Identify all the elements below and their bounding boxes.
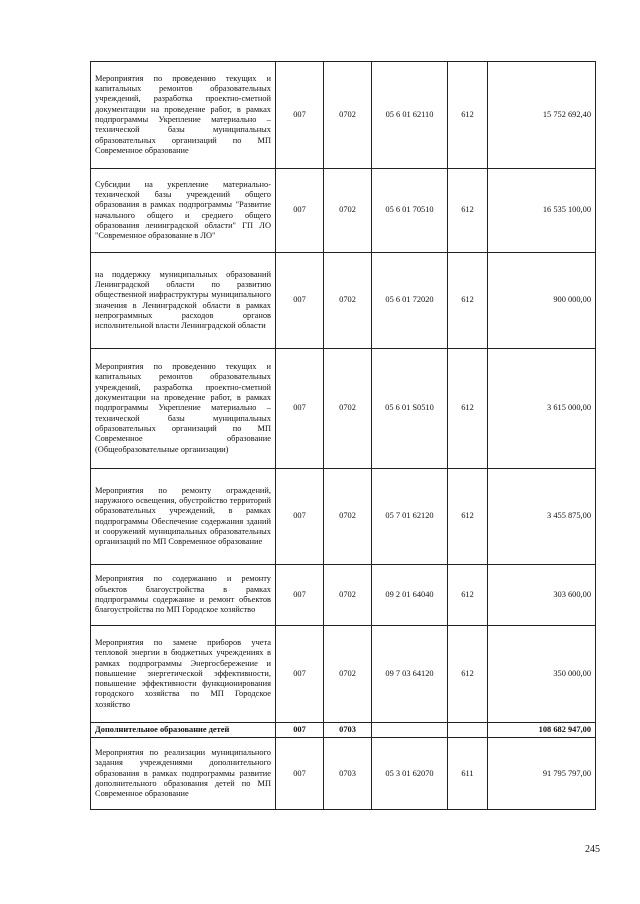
- row-sum: 350 000,00: [488, 626, 596, 723]
- row-sum: 108 682 947,00: [488, 723, 596, 738]
- table-row: [91, 169, 596, 253]
- row-sum: 91 795 797,00: [488, 738, 596, 810]
- row-ved: 007: [276, 349, 324, 469]
- row-ved: 007: [276, 253, 324, 349]
- row-rzpr: 0702: [324, 253, 372, 349]
- row-name: Мероприятия по содержанию и ремонту объектов благоустройства в рамках подпрограммы содержание и ремонт объектов благоустройства по МП Городское хозяйство: [91, 565, 276, 626]
- page-number: 245: [585, 844, 600, 855]
- row-name: Мероприятия по замене приборов учета тепловой энергии в бюджетных учреждениях в рамках подпрограммы Энергосбережение и повышение энергетической эффективности, повышение эффективности функционирования городского хозяйства по МП Городское хозяйство: [91, 626, 276, 723]
- row-rzpr: 0702: [324, 469, 372, 565]
- row-ved: 007: [276, 723, 324, 738]
- row-csr: 05 7 01 62120: [372, 469, 448, 565]
- row-rzpr: 0702: [324, 626, 372, 723]
- row-sum: 16 535 100,00: [488, 169, 596, 253]
- table-row: [91, 738, 596, 810]
- table-row: [91, 469, 596, 565]
- row-sum: 303 600,00: [488, 565, 596, 626]
- row-vr: 612: [448, 253, 488, 349]
- row-rzpr: 0702: [324, 169, 372, 253]
- row-ved: 007: [276, 626, 324, 723]
- row-rzpr: 0702: [324, 349, 372, 469]
- table-row: [91, 62, 596, 169]
- row-vr: 612: [448, 469, 488, 565]
- table-row-section-total: [91, 723, 596, 738]
- row-ved: 007: [276, 169, 324, 253]
- row-sum: 15 752 692,40: [488, 62, 596, 169]
- row-vr: 612: [448, 169, 488, 253]
- row-name: Субсидии на укрепление материально-технической базы учреждений общего образования в рамках подпрограммы "Развитие начального общего и среднего общего образования ленинградской области" ГП ЛО "Современное образование в ЛО": [91, 169, 276, 253]
- row-csr: 05 6 01 62110: [372, 62, 448, 169]
- row-vr: [448, 723, 488, 738]
- row-vr: 612: [448, 349, 488, 469]
- row-name: Мероприятия по ремонту ограждений, наружного освещения, обустройство территорий образовательных учреждений, в рамках подпрограммы Обеспечение содержания зданий и сооружений муниципальных образовательных организаций по МП Современное образование: [91, 469, 276, 565]
- row-name: Мероприятия по проведению текущих и капитальных ремонтов образовательных учреждений, разработка проектно-сметной документации на проведение работ, в рамках подпрограммы Укрепление материально – технической базы муниципальных образовательных организаций по МП Современное образование (Общеобразовательные организации): [91, 349, 276, 469]
- row-csr: 09 2 01 64040: [372, 565, 448, 626]
- budget-table: [90, 61, 596, 810]
- row-csr: 05 3 01 62070: [372, 738, 448, 810]
- row-name: Мероприятия по реализации муниципального задания учреждениями дополнительного образования в рамках подпрограммы развитие дополнительного образования детей по МП Современное образование: [91, 738, 276, 810]
- row-ved: 007: [276, 738, 324, 810]
- row-vr: 612: [448, 62, 488, 169]
- row-csr: 05 6 01 70510: [372, 169, 448, 253]
- table-row: [91, 349, 596, 469]
- row-csr: [372, 723, 448, 738]
- table-row: [91, 253, 596, 349]
- row-rzpr: 0703: [324, 723, 372, 738]
- row-csr: 05 6 01 72020: [372, 253, 448, 349]
- row-rzpr: 0703: [324, 738, 372, 810]
- row-sum: 900 000,00: [488, 253, 596, 349]
- row-vr: 612: [448, 565, 488, 626]
- row-name: Дополнительное образование детей: [91, 723, 276, 738]
- row-csr: 09 7 03 64120: [372, 626, 448, 723]
- row-name: Мероприятия по проведению текущих и капитальных ремонтов образовательных учреждений, разработка проектно-сметной документации на проведение работ, в рамках подпрограммы Укрепление материально – технической базы муниципальных образовательных организаций по МП Современное образование: [91, 62, 276, 169]
- row-sum: 3 455 875,00: [488, 469, 596, 565]
- table-row: [91, 626, 596, 723]
- row-csr: 05 6 01 S0510: [372, 349, 448, 469]
- row-sum: 3 615 000,00: [488, 349, 596, 469]
- row-rzpr: 0702: [324, 62, 372, 169]
- row-ved: 007: [276, 469, 324, 565]
- row-ved: 007: [276, 565, 324, 626]
- row-name: на поддержку муниципальных образований Ленинградской области по развитию общественной инфраструктуры муниципального значения в Ленинградской области в рамках непрограммных расходов органов исполнительной власти Ленинградской области: [91, 253, 276, 349]
- table-row: [91, 565, 596, 626]
- row-vr: 611: [448, 738, 488, 810]
- row-rzpr: 0702: [324, 565, 372, 626]
- row-vr: 612: [448, 626, 488, 723]
- row-ved: 007: [276, 62, 324, 169]
